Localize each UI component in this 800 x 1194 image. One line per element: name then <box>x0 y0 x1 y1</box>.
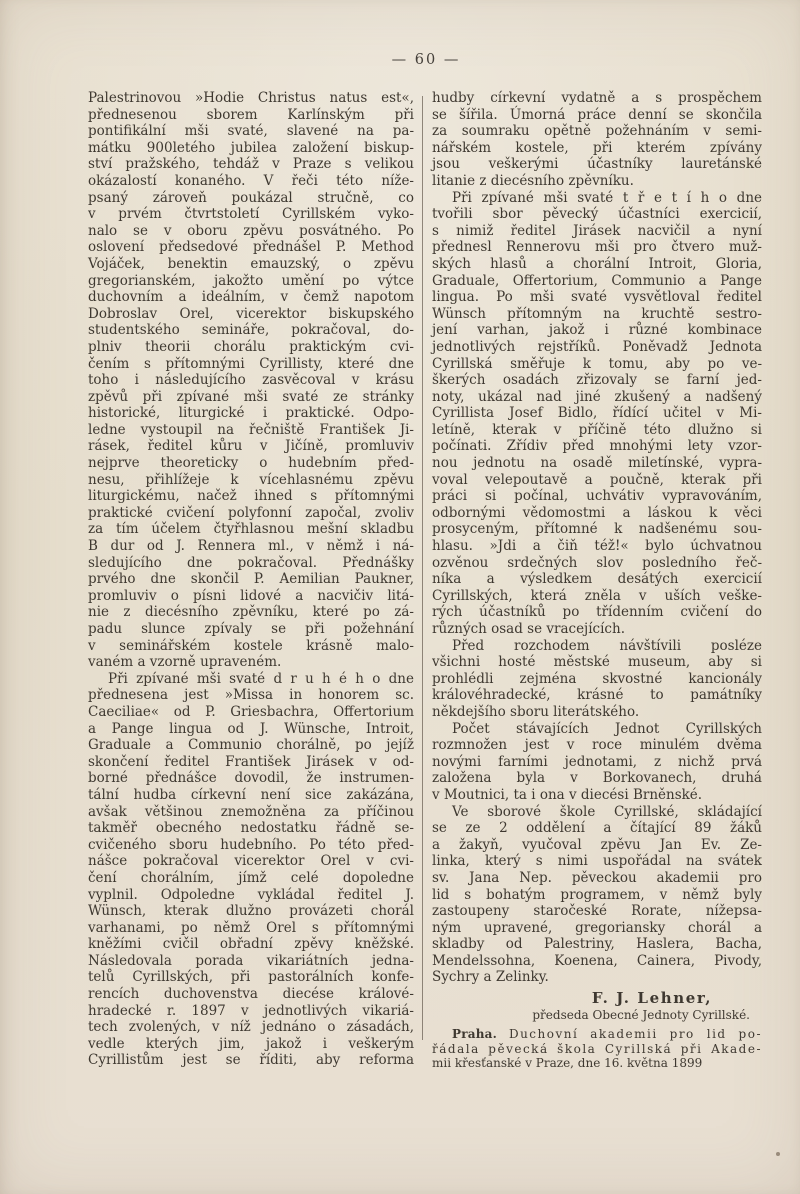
text-line: rozmnožen jest v roce minulém dvěma <box>432 737 762 754</box>
text-line: F. J. Lehner, <box>591 989 713 1008</box>
text-line: zpěvů při zpívané mši svaté ze stránky <box>88 388 414 405</box>
text-line: níka a výsledkem desátých exercicií <box>432 571 762 588</box>
text-line: Cyrillista Josef Bidlo, řídící učitel v Mi- <box>432 405 762 422</box>
text-line: mii křesťanské v Praze, dne 16. května 1899 <box>432 1056 703 1071</box>
text-line: ství pražského, tehdáž v Praze s velikou <box>88 156 414 173</box>
text-line: Vojáček, benektin emauzský, o zpěvu <box>88 255 414 272</box>
text-line: toho i následujícího zasvěcoval v krásu <box>88 372 414 389</box>
text-line: se šířila. Úmorná práce denní se skončila <box>432 106 762 123</box>
paragraph-lead: Praha. <box>452 1027 497 1042</box>
text-line: a žakyň, vyučoval zpěvu Jan Ev. Ze- <box>432 836 762 853</box>
text-line: odbornými vědomostmi a láskou k věci <box>432 504 762 521</box>
text-line: Cyrillistům jest se říditi, aby reforma <box>88 1052 414 1069</box>
paragraph <box>88 90 414 671</box>
text-line: liturgickému, načež ihned s přítomnými <box>88 488 414 505</box>
text-line: v prvém čtvrtstoletí Cyrillském vyko- <box>88 206 414 223</box>
text-line: mátku 900letého jubilea založení biskup- <box>88 139 414 156</box>
paragraph <box>88 671 414 1069</box>
text-line: Před rozchodem návštívili posléze <box>452 637 762 654</box>
text-line: Cyrillská směřuje k tomu, aby po ve- <box>432 355 762 372</box>
text-line: Následovala porada vikariátních jedna- <box>88 952 414 969</box>
text-line: vaném a vzorně upraveném. <box>88 654 282 671</box>
text-line: okázalostí konaného. V řeči této níže- <box>88 172 414 189</box>
text-line: rencích duchovenstva diecése králové- <box>88 986 414 1003</box>
text-line: praktické cvičení polyfonní započal, zvoliv <box>88 504 414 521</box>
text-line: Caeciliae« od P. Griesbachra, Offertorium <box>88 703 414 720</box>
text-line: řádala pěvecká škola Cyrillská při Akade- <box>432 1041 762 1056</box>
text-line: různých osad se vracejících. <box>432 621 625 637</box>
text-line: prvého dne skončil P. Aemilian Paukner, <box>88 571 414 588</box>
text-line: vedle kterých jim, jakož i veškerým <box>88 1035 414 1052</box>
text-line: plniv theorii chorálu praktickým cvi- <box>88 338 414 355</box>
text-line: čením s přítomnými Cyrillisty, které dne <box>88 355 414 372</box>
text-line: Praha. Duchovní akademii pro lid po- <box>452 1027 762 1042</box>
text-line: ozvěnou srdečných slov posledního řeč- <box>432 554 762 571</box>
text-line: zastoupeny staročeské Rorate, nížepsa- <box>432 903 762 920</box>
text-line: přednesenou sborem Karlínským při <box>88 106 414 123</box>
text-line: ledne vystoupil na řečniště František Ji- <box>88 421 414 438</box>
text-line: jsou veškerými účastníky lauretánské <box>432 156 762 173</box>
text-column-left <box>88 90 414 1071</box>
text-line: linka, který s nimi uspořádal na svátek <box>432 853 762 870</box>
text-line: s nimiž ředitel Jirásek nacvičil a nyní <box>432 222 762 239</box>
paragraph <box>432 804 762 987</box>
text-line: čení chorálním, jímž celé dopoledne <box>88 869 414 886</box>
paragraph <box>432 1027 762 1071</box>
text-line: Wünsch přítomným na kruchtě sestro- <box>432 305 762 322</box>
text-line: všichni hosté městské museum, aby si <box>432 654 762 671</box>
text-line: hudby církevní vydatně a s prospěchem <box>432 90 762 106</box>
text-line: duchovním a ideálním, v čemž napotom <box>88 289 414 306</box>
text-line: lid s bohatým programem, v němž byly <box>432 886 762 903</box>
text-line: práci si počínal, uchvátiv vypravováním, <box>432 488 762 505</box>
text-line: v seminářském kostele krásně malo- <box>88 637 414 654</box>
text-line: sledujícího dne pokračoval. Přednášky <box>88 554 414 571</box>
text-line: nou jednotu na osadě miletínské, vypra- <box>432 455 762 472</box>
text-line: založena byla v Borkovanech, druhá <box>432 770 762 787</box>
text-line: historické, liturgické i praktické. Odpo- <box>88 405 414 422</box>
text-line: nejprve theoreticky o hudebním před- <box>88 455 414 472</box>
text-line: počínati. Zřídiv před mnohými lety vzor- <box>432 438 762 455</box>
text-line: kněžími cvičil obřadní zpěvy kněžské. <box>88 936 414 953</box>
text-line: letíně, kterak v příčině této dlužno si <box>432 421 762 438</box>
paragraph <box>432 721 762 804</box>
text-line: Wünsch, kterak dlužno provázeti chorál <box>88 903 414 920</box>
text-line: nářském kostele, při kterém zpívány <box>432 139 762 156</box>
text-line: za soumraku opětně požehnáním v semi- <box>432 123 762 140</box>
text-line: nesu, přihlížeje k vícehlasnému zpěvu <box>88 471 414 488</box>
text-line: někdejšího sboru literátského. <box>432 703 640 720</box>
text-line: litanie z diecésního zpěvníku. <box>432 172 634 189</box>
text-line: jednotlivých rejstříků. Poněvadž Jednota <box>432 338 762 355</box>
text-line: novými farními jednotami, z nichž prvá <box>432 753 762 770</box>
text-line: Graduale a Communio chorálně, po jejíž <box>88 737 414 754</box>
text-line: Graduale, Offertorium, Communio a Pange <box>432 272 762 289</box>
text-column-right <box>432 90 762 1071</box>
paragraph <box>432 90 762 190</box>
text-line: královéhradecké, krásné to památníky <box>432 687 762 704</box>
text-line: škerých osadách zřizovaly se farní jed- <box>432 372 762 389</box>
text-block <box>88 90 762 1071</box>
text-line: cvičeného sboru hudebního. Po této před- <box>88 836 414 853</box>
text-line: takměř obecného nedostatku řádně se- <box>88 820 414 837</box>
text-line: prosyceným, přítomné k nadšenému sou- <box>432 521 762 538</box>
text-line: prohlédli zejména skvostné kancionály <box>432 670 762 687</box>
page-number: — 60 — <box>391 52 461 68</box>
text-line: oslovení předsedové přednášel P. Method <box>88 239 414 256</box>
text-line: hlasu. »Jdi a čiň též!« bylo úchvatnou <box>432 538 762 555</box>
text-line: se ze 2 oddělení a čítající 89 žáků <box>432 820 762 837</box>
text-line: skladby od Palestriny, Haslera, Bacha, <box>432 936 762 953</box>
text-line: a Pange lingua od J. Wünsche, Introit, <box>88 720 414 737</box>
text-line: telů Cyrillských, při pastorálních konfe- <box>88 969 414 986</box>
paragraph <box>432 638 762 721</box>
text-line: skončení ředitel František Jirásek v od- <box>88 753 414 770</box>
text-line: nášce pokračoval vicerektor Orel v cvi- <box>88 853 414 870</box>
text-line: pontifikální mši svaté, slavené na pa- <box>88 123 414 140</box>
text-line: nalo se v oboru zpěvu posvátného. Po <box>88 222 414 239</box>
text-line: Počet stávajících Jednot Cyrillských <box>452 720 762 737</box>
text-line: ských hlasů a chorální Introit, Gloria, <box>432 255 762 272</box>
text-line: studentského semináře, pokračoval, do- <box>88 322 414 339</box>
text-line: promluviv o písni lidové a nacvičiv litá- <box>88 587 414 604</box>
text-line: v Moutnici, ta i ona v diecési Brněnské. <box>432 786 703 803</box>
text-line: voval velepoutavě a poučně, kterak při <box>432 471 762 488</box>
text-line: sv. Jana Nep. pěveckou akademii pro <box>432 869 762 886</box>
text-line: psaný zároveň poukázal stručně, co <box>88 189 414 206</box>
text-line: ným upravené, gregoriansky chorál a <box>432 919 762 936</box>
text-line: tvořili sbor pěvecký účastníci exercicií, <box>432 206 762 223</box>
text-line: varhanami, po němž Orel s přítomnými <box>88 919 414 936</box>
paragraph <box>432 190 762 638</box>
text-line: avšak většinou znemožněna za příčinou <box>88 803 414 820</box>
text-line: přednesena jest »Missa in honorem sc. <box>88 687 414 704</box>
text-line: Cyrillských, která zněla v uších veške- <box>432 587 762 604</box>
text-line: předseda Obecné Jednoty Cyrillské. <box>532 1008 750 1023</box>
text-line: vyplnil. Odpoledne vykládal ředitel J. <box>88 886 414 903</box>
text-line: Při zpívané mši svaté d r u h é h o dne <box>108 670 414 687</box>
text-line: jení varhan, jakož i různé kombinace <box>432 322 762 339</box>
paragraph <box>432 989 762 1008</box>
text-line: za tím účelem čtyřhlasnou mešní skladbu <box>88 521 414 538</box>
text-line: borné přednášce dovodil, že instrumen- <box>88 770 414 787</box>
text-line: gregorianském, jakožto umění po výtce <box>88 272 414 289</box>
text-line: přednesl Rennerovu mši pro čtvero muž- <box>432 239 762 256</box>
text-line: Při zpívané mši svaté t ř e t í h o dne <box>452 189 762 206</box>
text-line: B dur od J. Rennera ml., v němž i ná- <box>88 538 414 555</box>
text-line: Mendelssohna, Koenena, Cainera, Pivody, <box>432 952 762 969</box>
paragraph <box>432 1008 762 1023</box>
text-line: Ve sborové škole Cyrillské, skládající <box>452 803 762 820</box>
text-line: lingua. Po mši svaté vysvětloval ředitel <box>432 289 762 306</box>
text-line: nie z diecésního zpěvníku, které po zá- <box>88 604 414 621</box>
text-line: padu slunce zpívaly se při požehnání <box>88 621 414 637</box>
text-line: rásek, ředitel kůru v Jičíně, promluviv <box>88 438 414 455</box>
text-line: rých účastníků po třídenním cvičení do <box>432 604 762 621</box>
text-line: hradecké r. 1897 v jednotlivých vikariá- <box>88 1002 414 1019</box>
text-line: tální hudba církevní není sice zakázána, <box>88 786 414 803</box>
scan-artifact <box>776 1152 780 1156</box>
text-line: Palestrinovou »Hodie Christus natus est«, <box>88 90 414 106</box>
text-line: Sychry a Zelinky. <box>432 969 549 986</box>
text-line: noty, ukázal nad jiné zkušený a nadšený <box>432 388 762 405</box>
text-line: Dobroslav Orel, vicerektor biskupského <box>88 305 414 322</box>
text-line: tech zvolených, v níž jednáno o zásadách, <box>88 1019 414 1036</box>
